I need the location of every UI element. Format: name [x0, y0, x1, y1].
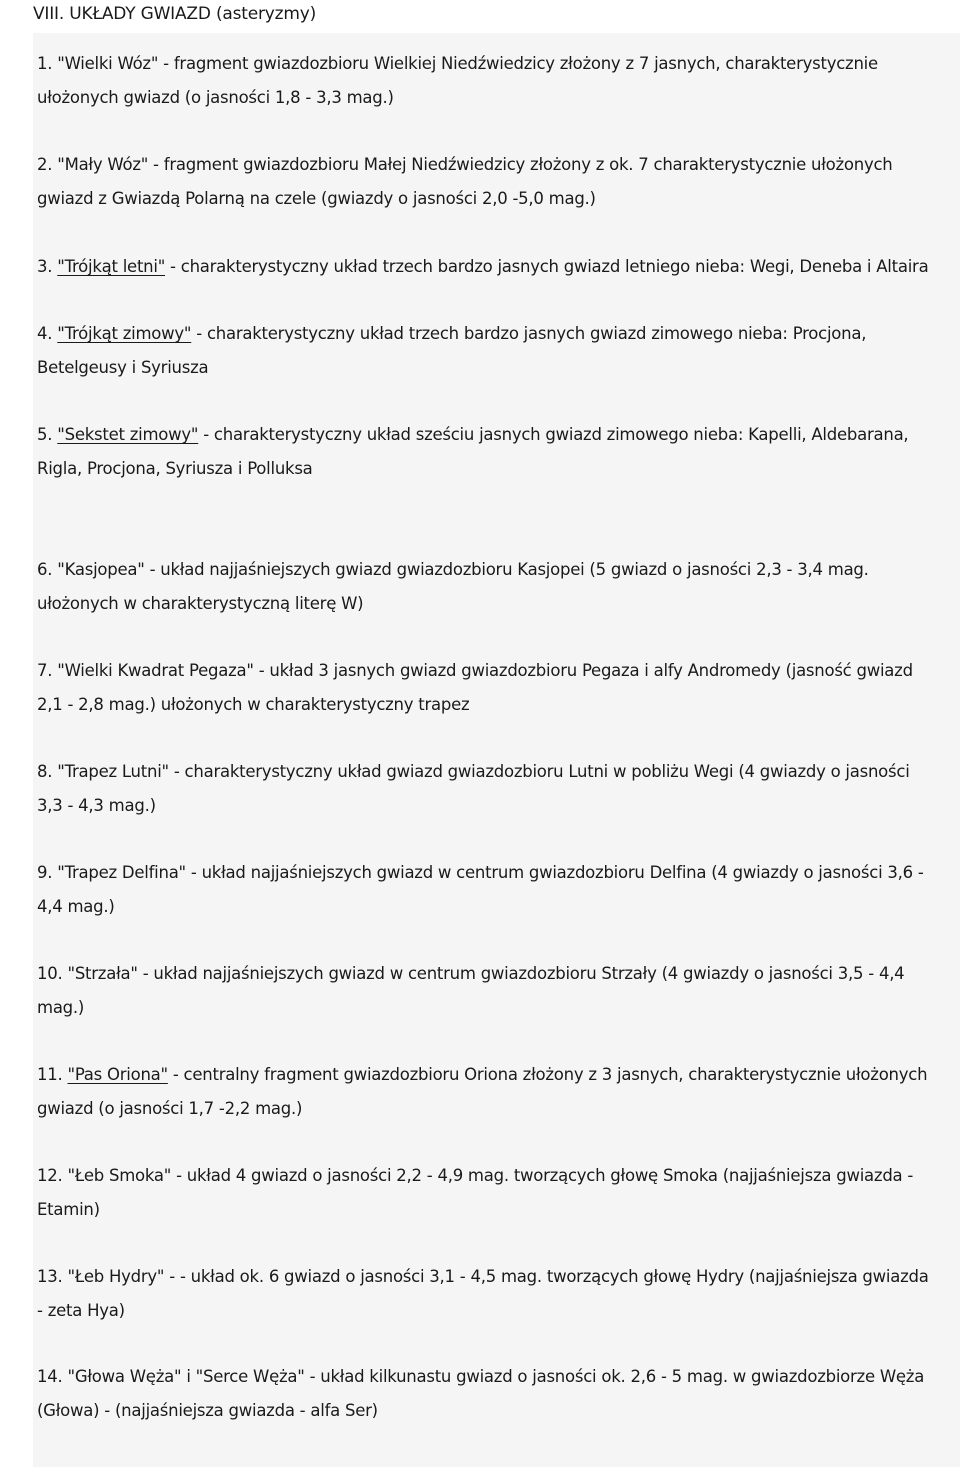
item-description: - charakterystyczny układ sześciu jasnych gwiazd zimowego nieba: Kapelli, Aldebarana,	[198, 425, 909, 444]
item-link-sekstet-zimowy[interactable]: "Sekstet zimowy"	[57, 425, 199, 444]
list-item	[37, 1360, 957, 1428]
item-line: ułożonych w charakterystyczną literę W)	[37, 594, 364, 613]
item-number: 5.	[37, 425, 58, 444]
item-line: 8. "Trapez Lutni" - charakterystyczny układ gwiazd gwiazdozbioru Lutni w pobliżu Wegi (4 gwiazdy o jasności	[37, 762, 910, 781]
list-item	[37, 957, 957, 1025]
item-line: 2. "Mały Wóz" - fragment gwiazdozbioru Małej Niedźwiedzicy złożony z ok. 7 charakterystycznie ułożonych	[37, 155, 893, 174]
item-line: 12. "Łeb Smoka" - układ 4 gwiazd o jasności 2,2 - 4,9 mag. tworzących głowę Smoka (najjaśniejsza gwiazda -	[37, 1166, 914, 1185]
item-line: mag.)	[37, 998, 85, 1017]
list-item	[37, 553, 957, 621]
item-line: 14. "Głowa Węża" i "Serce Węża" - układ kilkunastu gwiazd o jasności ok. 2,6 - 5 mag. w gwiazdozbiorze Węża	[37, 1367, 925, 1386]
page-header	[0, 0, 960, 33]
item-number: 11.	[37, 1065, 68, 1084]
item-line: gwiazd (o jasności 1,7 -2,2 mag.)	[37, 1099, 303, 1118]
item-line: Etamin)	[37, 1200, 100, 1219]
item-line: (Głowa) - (najjaśniejsza gwiazda - alfa Ser)	[37, 1401, 378, 1420]
list-item	[37, 1058, 957, 1126]
item-line: 9. "Trapez Delfina" - układ najjaśniejszych gwiazd w centrum gwiazdozbioru Delfina (4 gwiazdy o jasności 3,6 -	[37, 863, 924, 882]
list-item	[37, 148, 957, 216]
list-item	[37, 755, 957, 823]
item-link-pas-oriona[interactable]: "Pas Oriona"	[67, 1065, 168, 1084]
item-line	[37, 1058, 957, 1092]
item-line: 6. "Kasjopea" - układ najjaśniejszych gwiazd gwiazdozbioru Kasjopei (5 gwiazd o jasności 2,3 - 3,4 mag.	[37, 560, 869, 579]
item-line	[37, 317, 957, 351]
list-item	[37, 418, 957, 486]
page-title: VIII. UKŁADY GWIAZD (asteryzmy)	[33, 4, 317, 24]
content-panel	[33, 33, 960, 1467]
list-item	[37, 654, 957, 722]
item-line: Betelgeusy i Syriusza	[37, 358, 209, 377]
item-line	[37, 418, 957, 452]
item-line: 4,4 mag.)	[37, 897, 115, 916]
item-line: 2,1 - 2,8 mag.) ułożonych w charakterystyczny trapez	[37, 695, 470, 714]
item-line	[37, 250, 957, 284]
list-item	[37, 856, 957, 924]
item-description: - charakterystyczny układ trzech bardzo jasnych gwiazd letniego nieba: Wegi, Deneba i Altaira	[165, 257, 929, 276]
item-link-trojkat-letni[interactable]: "Trójkąt letni"	[57, 257, 166, 276]
item-number: 3.	[37, 257, 58, 276]
list-item	[37, 250, 957, 284]
item-line: gwiazd z Gwiazdą Polarną na czele (gwiazdy o jasności 2,0 -5,0 mag.)	[37, 189, 596, 208]
item-description: - charakterystyczny układ trzech bardzo jasnych gwiazd zimowego nieba: Procjona,	[191, 324, 867, 343]
item-line: 3,3 - 4,3 mag.)	[37, 796, 156, 815]
item-number: 4.	[37, 324, 58, 343]
item-line: Rigla, Procjona, Syriusza i Polluksa	[37, 459, 313, 478]
item-line: 13. "Łeb Hydry" - - układ ok. 6 gwiazd o jasności 3,1 - 4,5 mag. tworzących głowę Hydry (najjaśniejsza gwiazda	[37, 1267, 929, 1286]
item-line: 1. "Wielki Wóz" - fragment gwiazdozbioru Wielkiej Niedźwiedzicy złożony z 7 jasnych, charakterystycznie	[37, 54, 878, 73]
item-line: 10. "Strzała" - układ najjaśniejszych gwiazd w centrum gwiazdozbioru Strzały (4 gwiazdy o jasności 3,5 - 4,4	[37, 964, 905, 983]
list-item	[37, 47, 957, 115]
item-line: 7. "Wielki Kwadrat Pegaza" - układ 3 jasnych gwiazd gwiazdozbioru Pegaza i alfy Andromedy (jasność gwiazd	[37, 661, 913, 680]
item-line: - zeta Hya)	[37, 1301, 125, 1320]
item-description: - centralny fragment gwiazdozbioru Oriona złożony z 3 jasnych, charakterystycznie ułożonych	[167, 1065, 928, 1084]
item-link-trojkat-zimowy[interactable]: "Trójkąt zimowy"	[57, 324, 192, 343]
list-item	[37, 1260, 957, 1328]
list-item	[37, 317, 957, 385]
item-line: ułożonych gwiazd (o jasności 1,8 - 3,3 mag.)	[37, 88, 394, 107]
list-item	[37, 1159, 957, 1227]
